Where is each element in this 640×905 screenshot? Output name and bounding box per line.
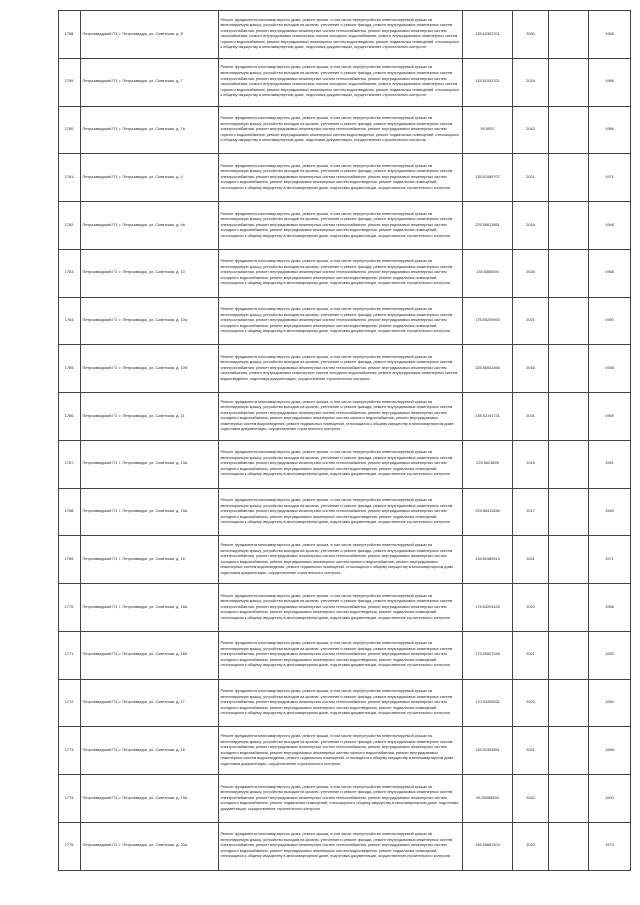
built-year-cell [589, 393, 631, 441]
built-year-cell [589, 440, 631, 488]
address-text: Петрозаводский ГО, г. Петрозаводск, ул. Советская, д. 9 [82, 174, 183, 179]
plan-year-value: 2030 [526, 31, 535, 36]
address-cell [81, 106, 219, 154]
plan-year-value: 2031 [526, 413, 535, 418]
built-year-cell [589, 536, 631, 584]
plan-year-value: 2021 [526, 174, 535, 179]
plan-year-cell [513, 202, 549, 250]
address-text: Петрозаводский ГО, г. Петрозаводск, ул. Советская, д. 10 [82, 270, 185, 275]
cost-cell [463, 393, 513, 441]
works-cell [219, 822, 463, 870]
cost-value: 225.5621895 [476, 461, 499, 466]
works-text: Ремонт фундамента многоквартирного дома, ремонт крыши, в том числе переустройство невентилируемой крыши на вентилируемую крышу, устройство выходов на кровлю, утепление и ремонт фасада, ремонт внутридомовых инженерных систем электроснабжения, ремонт внутридомовых инженерных систем теплоснабжения, ремонт внутридомовых инженерных систем холодного водоснабжения, ремонт внутридомовых инженерных систем горячего водоснабжения, ремонт внутридомовых инженерных систем водоотведения, ремонт подвальных помещений, относящихся к общему имуществу в многоквартирном доме, подготовка документации, осуществление строительного контроля [220, 399, 455, 432]
address-text: Петрозаводский ГО, г. Петрозаводск, ул. Советская, д. 19а [82, 795, 187, 800]
address-cell [81, 679, 219, 727]
works-cell [219, 106, 463, 154]
empty-cell [549, 440, 589, 488]
cost-cell [463, 440, 513, 488]
document-page [58, 10, 630, 871]
row-number: 1773. [64, 747, 75, 752]
empty-cell [549, 11, 589, 59]
cost-cell [463, 679, 513, 727]
works-text: Ремонт фундамента многоквартирного дома, ремонт крыши, в том числе переустройство невентилируемой крыши на вентилируемую крышу, устройство выходов на кровлю, утепление и ремонт фасада, ремонт внутридомовых инженерных систем электроснабжения, ремонт внутридомовых инженерных систем теплоснабжения, ремонт внутридомовых инженерных систем холодного водоснабжения, ремонт внутридомовых инженерных систем горячего водоснабжения, ремонт внутридомовых инженерных систем водоотведения, ремонт подвальных помещений, относящихся к общему имуществу в многоквартирном доме, подготовка документации, осуществление строительного контроля [220, 542, 455, 575]
row-number: 1765. [64, 365, 75, 370]
cost-value: 225.56532466 [475, 365, 500, 370]
plan-year-cell [513, 822, 549, 870]
plan-year-cell [513, 727, 549, 775]
empty-cell [549, 249, 589, 297]
table-row [59, 154, 631, 202]
built-year-value: 1938 [605, 365, 614, 370]
address-text: Петрозаводский ГО, г. Петрозаводск, ул. Советская, д. 7а [82, 127, 185, 132]
plan-year-cell [513, 584, 549, 632]
row-number-cell [59, 154, 81, 202]
table-row [59, 584, 631, 632]
built-year-cell [589, 631, 631, 679]
address-text: Петрозаводский ГО, г. Петрозаводск, ул. Советская, д. 15а [82, 509, 187, 514]
row-number-cell [59, 488, 81, 536]
empty-cell [549, 488, 589, 536]
plan-year-cell [513, 679, 549, 727]
table-row [59, 58, 631, 106]
built-year-cell [589, 345, 631, 393]
works-cell [219, 631, 463, 679]
empty-cell [549, 58, 589, 106]
table-row [59, 393, 631, 441]
table-row [59, 297, 631, 345]
cost-value: 170.53206531 [475, 700, 500, 705]
built-year-cell [589, 488, 631, 536]
built-year-cell [589, 11, 631, 59]
cost-cell [463, 584, 513, 632]
plan-year-value: 2023 [526, 700, 535, 705]
empty-cell [549, 679, 589, 727]
cost-value: 175.55007048 [475, 652, 500, 657]
row-number-cell [59, 11, 81, 59]
address-cell [81, 822, 219, 870]
plan-year-value: 2021 [526, 318, 535, 323]
built-year-value: 1971 [605, 556, 614, 561]
plan-year-value: 2034 [526, 79, 535, 84]
built-year-cell [589, 297, 631, 345]
row-number-cell [59, 679, 81, 727]
cost-value: 95.5002 [480, 127, 495, 132]
cost-value: 175.54204426 [475, 604, 500, 609]
works-cell [219, 202, 463, 250]
address-cell [81, 584, 219, 632]
built-year-value: 1948 [605, 222, 614, 227]
works-text: Ремонт фундамента многоквартирного дома, ремонт крыши, в том числе переустройство невентилируемой крыши на вентилируемую крышу, устройство выходов на кровлю, утепление и ремонт фасада, ремонт внутридомовых инженерных систем электроснабжения, ремонт внутридомовых инженерных систем теплоснабжения, ремонт внутридомовых инженерных систем холодного водоснабжения, ремонт внутридомовых инженерных систем водоотведения, ремонт подвальных помещений, относящихся к общему имуществу в многоквартирном доме, подготовка документации, осуществление строительного контроля [220, 259, 453, 286]
row-number-cell [59, 249, 81, 297]
cost-cell [463, 58, 513, 106]
cost-cell [463, 345, 513, 393]
cost-cell [463, 202, 513, 250]
built-year-cell [589, 154, 631, 202]
built-year-value: 1953 [605, 652, 614, 657]
cost-value: 225.56411538 [475, 509, 500, 514]
works-text: Ремонт фундамента многоквартирного дома, ремонт крыши, в том числе переустройство невентилируемой крыши на вентилируемую крышу, устройство выходов на кровлю, утепление и ремонт фасада, ремонт внутридомовых инженерных систем электроснабжения, ремонт внутридомовых инженерных систем теплоснабжения, ремонт внутридомовых инженерных систем холодного водоснабжения, ремонт внутридомовых инженерных систем водоотведения, ремонт подвальных помещений, относящихся к общему имуществу в многоквартирном доме, подготовка документации, осуществление строительного контроля [220, 832, 453, 859]
cost-value: 225.56612851 [475, 222, 500, 227]
cost-cell [463, 822, 513, 870]
works-text: Ремонт фундамента многоквартирного дома, ремонт крыши, в том числе переустройство невентилируемой крыши на вентилируемую крышу, устройство выходов на кровлю, утепление и ремонт фасада, ремонт внутридомовых инженерных систем электроснабжения, ремонт внутридомовых инженерных систем теплоснабжения, ремонт внутридомовых инженерных систем горячего водоснабжения, ремонт внутридомовых инженерных систем водоотведения, ремонт подвальных помещений, относящихся к общему имуществу в многоквартирном доме, подготовка документации, осуществление строительного контроля [220, 116, 459, 143]
plan-year-value: 2016 [526, 365, 535, 370]
address-cell [81, 345, 219, 393]
row-number: 1761. [64, 174, 75, 179]
cost-cell [463, 488, 513, 536]
row-number-cell [59, 822, 81, 870]
address-text: Петрозаводский ГО, г. Петрозаводск, ул. Советская, д. 13а [82, 461, 187, 466]
row-number: 1770. [64, 604, 75, 609]
works-text: Ремонт фундамента многоквартирного дома, ремонт крыши, в том числе переустройство невентилируемой крыши на вентилируемую крышу, устройство выходов на кровлю, утепление и ремонт фасада, ремонт внутридомовых инженерных систем электроснабжения, ремонт внутридомовых инженерных систем теплоснабжения, ремонт внутридомовых инженерных систем холодного водоснабжения, ремонт внутридомовых инженерных систем водоотведения, ремонт подвальных помещений, относящихся к общему имуществу в многоквартирном доме, подготовка документации, осуществление строительного контроля [220, 689, 453, 716]
works-text: Ремонт фундамента многоквартирного дома, ремонт крыши, в том числе переустройство невентилируемой крыши на вентилируемую крышу, устройство выходов на кровлю, утепление и ремонт фасада, ремонт внутридомовых инженерных систем электроснабжения, ремонт внутридомовых инженерных систем теплоснабжения, ремонт внутридомовых инженерных систем газоснабжения, ремонт внутридомовых инженерных систем холодного водоснабжения, ремонт внутридомовых инженерных систем горячего водоснабжения, ремонт внутридомовых инженерных систем водоотведения, ремонт подвальных помещений, относящихся к общему имуществу в многоквартирном доме, подготовка документации, осуществление строительного контроля [220, 65, 459, 98]
built-year-cell [589, 106, 631, 154]
empty-cell [549, 822, 589, 870]
address-cell [81, 58, 219, 106]
cost-cell [463, 297, 513, 345]
cost-value: 135.52191731 [475, 413, 500, 418]
works-cell [219, 727, 463, 775]
cost-cell [463, 631, 513, 679]
plan-year-value: 2028 [526, 270, 535, 275]
works-cell [219, 154, 463, 202]
row-number-cell [59, 106, 81, 154]
works-cell [219, 775, 463, 823]
table-row [59, 631, 631, 679]
plan-year-value: 2018 [526, 461, 535, 466]
cost-cell [463, 154, 513, 202]
table-row [59, 775, 631, 823]
address-cell [81, 727, 219, 775]
table-row [59, 106, 631, 154]
cost-cell [463, 11, 513, 59]
empty-cell [549, 536, 589, 584]
works-text: Ремонт фундамента многоквартирного дома, ремонт крыши, в том числе переустройство невентилируемой крыши на вентилируемую крышу, устройство выходов на кровлю, утепление и ремонт фасада, ремонт внутридомовых инженерных систем электроснабжения, ремонт внутридомовых инженерных систем теплоснабжения, ремонт внутридомовых инженерных систем холодного водоснабжения, ремонт внутридомовых инженерных систем водоотведения, ремонт подвальных помещений, относящихся к общему имуществу в многоквартирном доме, подготовка документации, осуществление строительного контроля [220, 593, 453, 620]
built-year-value: 1956 [605, 604, 614, 609]
built-year-value: 1941 [605, 461, 614, 466]
table-row [59, 202, 631, 250]
works-cell [219, 11, 463, 59]
works-cell [219, 488, 463, 536]
cost-cell [463, 727, 513, 775]
address-text: Петрозаводский ГО, г. Петрозаводск, ул. Советская, д. 16а [82, 604, 187, 609]
row-number-cell [59, 58, 81, 106]
address-cell [81, 11, 219, 59]
cost-value: 175.55209992 [475, 318, 500, 323]
works-text: Ремонт фундамента многоквартирного дома, ремонт крыши, в том числе переустройство невентилируемой крыши на вентилируемую крышу, устройство выходов на кровлю, утепление и ремонт фасада, ремонт внутридомовых инженерных систем электроснабжения, ремонт внутридомовых инженерных систем теплоснабжения, ремонт внутридомовых инженерных систем холодного водоснабжения, ремонт внутридомовых инженерных систем водоотведения, ремонт подвальных помещений, относящихся к общему имуществу в многоквартирном доме, подготовка документации, осуществление строительного контроля [220, 498, 453, 525]
address-text: Петрозаводский ГО, г. Петрозаводск, ул. Советская, д. 18 [82, 747, 185, 752]
empty-cell [549, 297, 589, 345]
built-year-value: 1968 [605, 270, 614, 275]
row-number-cell [59, 297, 81, 345]
address-cell [81, 297, 219, 345]
address-text: Петрозаводский ГО, г. Петрозаводск, ул. Советская, д. 11 [82, 413, 185, 418]
row-number: 1769. [64, 556, 75, 561]
works-cell [219, 345, 463, 393]
address-cell [81, 249, 219, 297]
empty-cell [549, 584, 589, 632]
built-year-cell [589, 584, 631, 632]
cost-value: 95.50065839 [476, 795, 499, 800]
row-number: 1774. [64, 795, 75, 800]
works-cell [219, 679, 463, 727]
row-number: 1758. [64, 31, 75, 36]
plan-year-value: 2031 [526, 556, 535, 561]
works-text: Ремонт фундамента многоквартирного дома, ремонт крыши, в том числе переустройство невентилируемой крыши на вентилируемую крышу, устройство выходов на кровлю, утепление и ремонт фасада, ремонт внутридомовых инженерных систем электроснабжения, ремонт внутридомовых инженерных систем теплоснабжения, ремонт внутридомовых инженерных систем холодного водоснабжения, ремонт внутридомовых инженерных систем водоотведения, ремонт подвальных помещений, относящихся к общему имуществу в многоквартирном доме, подготовка документации, осуществление строительного контроля [220, 450, 453, 477]
row-number-cell [59, 536, 81, 584]
cost-cell [463, 249, 513, 297]
cost-value: 135.5355090 [476, 270, 499, 275]
built-year-value: 1971 [605, 174, 614, 179]
plan-year-cell [513, 154, 549, 202]
built-year-cell [589, 727, 631, 775]
address-cell [81, 536, 219, 584]
built-year-cell [589, 249, 631, 297]
built-year-cell [589, 822, 631, 870]
plan-year-value: 2018 [526, 222, 535, 227]
built-year-cell [589, 775, 631, 823]
address-cell [81, 393, 219, 441]
row-number: 1767. [64, 461, 75, 466]
table-body [59, 11, 631, 871]
table-row [59, 822, 631, 870]
plan-year-value: 2042 [526, 795, 535, 800]
empty-cell [549, 727, 589, 775]
works-cell [219, 393, 463, 441]
table-row [59, 345, 631, 393]
plan-year-cell [513, 345, 549, 393]
cost-value: 135.52489913 [475, 556, 500, 561]
row-number-cell [59, 584, 81, 632]
empty-cell [549, 775, 589, 823]
empty-cell [549, 106, 589, 154]
works-cell [219, 584, 463, 632]
table-row [59, 11, 631, 59]
plan-year-value: 2042 [526, 127, 535, 132]
built-year-value: 1950 [605, 318, 614, 323]
cost-value: 115.51002701 [475, 79, 500, 84]
plan-year-value: 2023 [526, 604, 535, 609]
plan-year-cell [513, 631, 549, 679]
empty-cell [549, 393, 589, 441]
table-row [59, 727, 631, 775]
row-number: 1771. [64, 652, 75, 657]
address-cell [81, 631, 219, 679]
works-text: Ремонт фундамента многоквартирного дома, ремонт крыши, в том числе переустройство невентилируемой крыши на вентилируемую крышу, устройство выходов на кровлю, утепление и ремонт фасада, ремонт внутридомовых инженерных систем электроснабжения, ремонт внутридомовых инженерных систем теплоснабжения, ремонт внутридомовых инженерных систем холодного водоснабжения, ремонт внутридомовых инженерных систем водоотведения, ремонт подвальных помещений, относящихся к общему имуществу в многоквартирном доме, подготовка документации, осуществление строительного контроля [220, 641, 453, 668]
built-year-value: 1956 [605, 127, 614, 132]
plan-year-cell [513, 106, 549, 154]
address-text: Петрозаводский ГО, г. Петрозаводск, ул. Советская, д. 16 [82, 556, 185, 561]
address-text: Петрозаводский ГО, г. Петрозаводск, ул. Советская, д. 16б [82, 652, 187, 657]
works-text: Ремонт фундамента многоквартирного дома, ремонт крыши, в том числе переустройство невентилируемой крыши на вентилируемую крышу, устройство выходов на кровлю, утепление и ремонт фасада, ремонт внутридомовых инженерных систем электроснабжения, ремонт внутридомовых инженерных систем теплоснабжения, ремонт внутридомовых инженерных систем холодного водоснабжения, ремонт внутридомовых инженерных систем водоотведения, ремонт подвальных помещений, относящихся к общему имуществу в многоквартирном доме, подготовка документации, осуществление строительного контроля [220, 307, 453, 334]
works-text: Ремонт фундамента многоквартирного дома, ремонт крыши, в том числе переустройство невентилируемой крыши на вентилируемую крышу, устройство выходов на кровлю, утепление и ремонт фасада, ремонт внутридомовых инженерных систем электроснабжения, ремонт внутридомовых инженерных систем теплоснабжения, ремонт внутридомовых инженерных систем холодного водоснабжения, ремонт внутридомовых инженерных систем водоотведения, ремонт подвальных помещений, относящихся к общему имуществу в многоквартирном доме, подготовка документации, осуществление строительного контроля [220, 163, 453, 190]
plan-year-cell [513, 536, 549, 584]
empty-cell [549, 154, 589, 202]
row-number: 1775. [64, 843, 75, 848]
built-year-value: 1968 [605, 747, 614, 752]
works-cell [219, 58, 463, 106]
works-text: Ремонт фундамента многоквартирного дома, ремонт крыши, в том числе переустройство невентилируемой крыши на вентилируемую крышу, устройство выходов на кровлю, утепление и ремонт фасада, ремонт внутридомовых инженерных систем электроснабжения, ремонт внутридомовых инженерных систем теплоснабжения, ремонт внутридомовых инженерных систем холодного водоснабжения, ремонт внутридомовых инженерных систем горячего водоснабжения, ремонт внутридомовых инженерных систем водоотведения, ремонт подвальных помещений, относящихся к общему имуществу в многоквартирном доме, подготовка документации, осуществление строительного контроля [220, 733, 455, 766]
plan-year-cell [513, 775, 549, 823]
row-number: 1759. [64, 79, 75, 84]
row-number-cell [59, 202, 81, 250]
capital-repair-table [58, 10, 631, 871]
row-number-cell [59, 345, 81, 393]
plan-year-cell [513, 58, 549, 106]
address-text: Петрозаводский ГО, г. Петрозаводск, ул. Советская, д. 8 [82, 31, 183, 36]
works-cell [219, 297, 463, 345]
row-number-cell [59, 631, 81, 679]
works-cell [219, 440, 463, 488]
row-number: 1764. [64, 318, 75, 323]
address-cell [81, 488, 219, 536]
built-year-value: 1969 [605, 413, 614, 418]
table-row [59, 679, 631, 727]
row-number: 1768. [64, 509, 75, 514]
address-text: Петрозаводский ГО, г. Петрозаводск, ул. Советская, д. 10б [82, 365, 187, 370]
plan-year-cell [513, 393, 549, 441]
address-text: Петрозаводский ГО, г. Петрозаводск, ул. Советская, д. 7 [82, 79, 183, 84]
address-cell [81, 440, 219, 488]
empty-cell [549, 345, 589, 393]
cost-value: 135.52392651 [475, 747, 500, 752]
built-year-value: 1954 [605, 700, 614, 705]
plan-year-value: 2021 [526, 652, 535, 657]
table-row [59, 536, 631, 584]
table-row [59, 440, 631, 488]
built-year-cell [589, 202, 631, 250]
address-text: Петрозаводский ГО, г. Петрозаводск, ул. Советская, д. 10а [82, 318, 187, 323]
row-number: 1763. [64, 270, 75, 275]
table-row [59, 488, 631, 536]
works-cell [219, 249, 463, 297]
row-number: 1766. [64, 413, 75, 418]
address-cell [81, 154, 219, 202]
works-text: Ремонт фундамента многоквартирного дома, ремонт крыши, в том числе переустройство невентилируемой крыши на вентилируемую крышу, устройство выходов на кровлю, утепление и ремонт фасада, ремонт внутридомовых инженерных систем электроснабжения, ремонт внутридомовых инженерных систем теплоснабжения, ремонт внутридомовых инженерных систем холодного водоснабжения, ремонт внутридомовых инженерных систем водоотведения, ремонт подвальных помещений, относящихся к общему имуществу в многоквартирном доме, подготовка документации, осуществление строительного контроля [220, 211, 453, 238]
built-year-cell [589, 679, 631, 727]
empty-cell [549, 202, 589, 250]
plan-year-cell [513, 249, 549, 297]
address-cell [81, 775, 219, 823]
row-number-cell [59, 727, 81, 775]
plan-year-cell [513, 11, 549, 59]
works-text: Ремонт фундамента многоквартирного дома, ремонт крыши, в том числе переустройство невентилируемой крыши на вентилируемую крышу, устройство выходов на кровлю, утепление и ремонт фасада, ремонт внутридомовых инженерных систем электроснабжения, ремонт внутридомовых инженерных систем теплоснабжения, ремонт внутридомовых инженерных систем газоснабжения, ремонт внутридомовых инженерных систем холодного водоснабжения, ремонт внутридомовых инженерных систем водоотведения, подготовка документации, осуществление строительного контроля [220, 354, 458, 381]
built-year-value: 1966 [605, 79, 614, 84]
plan-year-value: 2031 [526, 747, 535, 752]
row-number: 1762. [64, 222, 75, 227]
cost-cell [463, 106, 513, 154]
address-text: Петрозаводский ГО, г. Петрозаводск, ул. Советская, д. 17 [82, 700, 185, 705]
plan-year-value: 2017 [526, 509, 535, 514]
cost-value: 135.52489707 [475, 174, 500, 179]
plan-year-cell [513, 488, 549, 536]
plan-year-value: 2023 [526, 843, 535, 848]
row-number-cell [59, 440, 81, 488]
cost-cell [463, 775, 513, 823]
built-year-cell [589, 58, 631, 106]
built-year-value: 1968 [605, 31, 614, 36]
row-number: 1760. [64, 127, 75, 132]
empty-cell [549, 631, 589, 679]
address-cell [81, 202, 219, 250]
built-year-value: 1904 [605, 795, 614, 800]
cost-value: 135.52392701 [475, 31, 500, 36]
cost-value: 155.55667404 [475, 843, 500, 848]
built-year-value: 1949 [605, 509, 614, 514]
table-row [59, 249, 631, 297]
row-number-cell [59, 775, 81, 823]
address-text: Петрозаводский ГО, г. Петрозаводск, ул. Советская, д. 9а [82, 222, 185, 227]
works-text: Ремонт фундамента многоквартирного дома, ремонт крыши, в том числе переустройство невентилируемой крыши на вентилируемую крышу, устройство выходов на кровлю, утепление и ремонт фасада, ремонт внутридомовых инженерных систем электроснабжения, ремонт внутридомовых инженерных систем теплоснабжения, ремонт внутридомовых инженерных систем холодного водоснабжения, ремонт подвальных помещений, относящихся к общему имуществу в многоквартирном доме, подготовка документации, осуществление строительного контроля [220, 784, 459, 811]
plan-year-cell [513, 297, 549, 345]
cost-cell [463, 536, 513, 584]
address-text: Петрозаводский ГО, г. Петрозаводск, ул. Советская, д. 20а [82, 843, 187, 848]
row-number-cell [59, 393, 81, 441]
plan-year-cell [513, 440, 549, 488]
built-year-value: 1973 [605, 843, 614, 848]
row-number: 1772. [64, 700, 75, 705]
works-text: Ремонт фундамента многоквартирного дома, ремонт крыши, в том числе переустройство невентилируемой крыши на вентилируемую крышу, устройство выходов на кровлю, утепление и ремонт фасада, ремонт внутридомовых инженерных систем электроснабжения, ремонт внутридомовых инженерных систем теплоснабжения, ремонт внутридомовых инженерных систем газоснабжения, ремонт внутридомовых инженерных систем холодного водоснабжения, ремонт внутридомовых инженерных систем горячего водоснабжения, ремонт внутридомовых инженерных систем водоотведения, ремонт подвальных помещений, относящихся к общему имуществу в многоквартирном доме, подготовка документации, осуществление строительного контроля [220, 17, 459, 50]
works-cell [219, 536, 463, 584]
